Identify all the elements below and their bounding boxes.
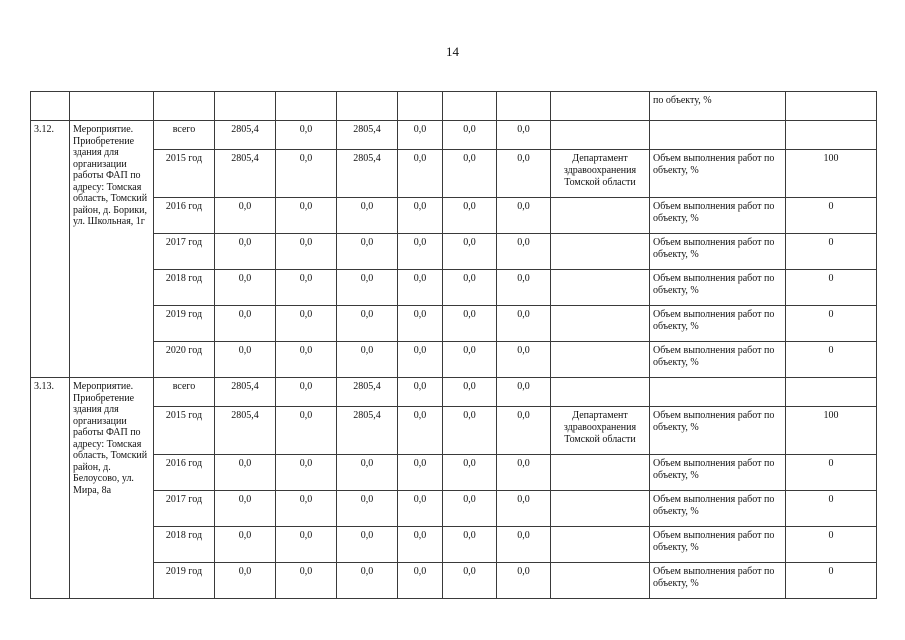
cell-v4: 0,0 (398, 270, 443, 306)
cell-v3: 2805,4 (337, 150, 398, 198)
cell-v4: 0,0 (398, 342, 443, 378)
cell-indicator: Объем выполнения работ по объекту, % (650, 234, 786, 270)
cell-v1: 0,0 (215, 491, 276, 527)
cell-indicator (650, 121, 786, 150)
cell-v6: 0,0 (497, 455, 551, 491)
cell-v4: 0,0 (398, 234, 443, 270)
cell-executor: Департамент здравоохранения Томской области (551, 150, 650, 198)
cell-v1: 0,0 (215, 563, 276, 599)
cell-v3: 0,0 (337, 491, 398, 527)
cell-v6: 0,0 (497, 563, 551, 599)
cell-target (786, 378, 877, 407)
table-row (31, 150, 877, 198)
cell-v3: 0,0 (337, 234, 398, 270)
cell-executor (551, 342, 650, 378)
cell-v4: 0,0 (398, 527, 443, 563)
table-row (31, 198, 877, 234)
table-row (31, 234, 877, 270)
cell-v2: 0,0 (276, 121, 337, 150)
cell-v4: 0,0 (398, 563, 443, 599)
cell-v2: 0,0 (276, 306, 337, 342)
cell-v2: 0,0 (276, 455, 337, 491)
cell-period: всего (154, 121, 215, 150)
cell-executor (551, 92, 650, 121)
cell-executor (551, 234, 650, 270)
cell-v2: 0,0 (276, 407, 337, 455)
table-row (31, 121, 877, 150)
page-number: 14 (446, 44, 459, 59)
cell-v6 (497, 92, 551, 121)
cell-v4 (398, 92, 443, 121)
section-description: Мероприятие. Приобретение здания для организации работы ФАП по адресу: Томская область, Томский район, д. Белоусово, ул. Мира, 8а (70, 378, 154, 599)
cell-v5: 0,0 (443, 491, 497, 527)
table-row (31, 527, 877, 563)
cell-indicator: Объем выполнения работ по объекту, % (650, 563, 786, 599)
cell-period: 2017 год (154, 491, 215, 527)
cell-v4: 0,0 (398, 121, 443, 150)
cell-v3: 2805,4 (337, 121, 398, 150)
cell-executor (551, 270, 650, 306)
cell-indicator: Объем выполнения работ по объекту, % (650, 150, 786, 198)
cell-period: всего (154, 378, 215, 407)
cell-v4: 0,0 (398, 198, 443, 234)
cell-indicator: Объем выполнения работ по объекту, % (650, 270, 786, 306)
cell-target: 0 (786, 455, 877, 491)
program-table (30, 91, 877, 599)
cell-v5: 0,0 (443, 378, 497, 407)
cell-v1: 2805,4 (215, 150, 276, 198)
cell-target: 100 (786, 150, 877, 198)
cell-period: 2019 год (154, 306, 215, 342)
cell-period: 2016 год (154, 198, 215, 234)
cell-v3 (337, 92, 398, 121)
cell-v3: 0,0 (337, 198, 398, 234)
cell-v6: 0,0 (497, 407, 551, 455)
cell-v4: 0,0 (398, 407, 443, 455)
cell-target: 0 (786, 491, 877, 527)
cell-indicator: по объекту, % (650, 92, 786, 121)
cell-v5: 0,0 (443, 342, 497, 378)
cell-target: 0 (786, 198, 877, 234)
cell-v5: 0,0 (443, 270, 497, 306)
cell-executor (551, 198, 650, 234)
cell-v2: 0,0 (276, 491, 337, 527)
cell-indicator: Объем выполнения работ по объекту, % (650, 198, 786, 234)
cell-executor: Департамент здравоохранения Томской области (551, 407, 650, 455)
table-row (31, 270, 877, 306)
cell-indicator: Объем выполнения работ по объекту, % (650, 491, 786, 527)
cell-num (31, 92, 70, 121)
cell-v6: 0,0 (497, 150, 551, 198)
cell-indicator: Объем выполнения работ по объекту, % (650, 342, 786, 378)
table-row (31, 407, 877, 455)
cell-v2: 0,0 (276, 198, 337, 234)
cell-v2: 0,0 (276, 234, 337, 270)
cell-v3: 2805,4 (337, 407, 398, 455)
table-row (31, 455, 877, 491)
cell-v4: 0,0 (398, 378, 443, 407)
section-number: 3.13. (31, 378, 70, 599)
cell-v1: 2805,4 (215, 121, 276, 150)
section-number: 3.12. (31, 121, 70, 378)
table-row (31, 491, 877, 527)
cell-period: 2020 год (154, 342, 215, 378)
table-row (31, 563, 877, 599)
cell-target: 0 (786, 563, 877, 599)
cell-v1: 2805,4 (215, 378, 276, 407)
cell-v4: 0,0 (398, 491, 443, 527)
cell-v6: 0,0 (497, 121, 551, 150)
cell-v6: 0,0 (497, 270, 551, 306)
cell-v1: 0,0 (215, 234, 276, 270)
cell-v1: 0,0 (215, 342, 276, 378)
cell-executor (551, 378, 650, 407)
cell-v2: 0,0 (276, 270, 337, 306)
cell-v5: 0,0 (443, 306, 497, 342)
cell-executor (551, 563, 650, 599)
table-row (31, 342, 877, 378)
cell-v1 (215, 92, 276, 121)
cell-v1: 0,0 (215, 306, 276, 342)
cell-v1: 0,0 (215, 198, 276, 234)
cell-period: 2018 год (154, 270, 215, 306)
cell-target (786, 121, 877, 150)
cell-target (786, 92, 877, 121)
cell-v5: 0,0 (443, 198, 497, 234)
cell-v6: 0,0 (497, 491, 551, 527)
cell-v1: 2805,4 (215, 407, 276, 455)
cell-indicator (650, 378, 786, 407)
cell-executor (551, 306, 650, 342)
cell-executor (551, 491, 650, 527)
cell-v2: 0,0 (276, 378, 337, 407)
cell-period: 2019 год (154, 563, 215, 599)
cell-v5: 0,0 (443, 121, 497, 150)
cell-v3: 0,0 (337, 270, 398, 306)
cell-indicator: Объем выполнения работ по объекту, % (650, 306, 786, 342)
cell-v6: 0,0 (497, 342, 551, 378)
cell-period: 2015 год (154, 150, 215, 198)
cell-v3: 0,0 (337, 306, 398, 342)
cell-v3: 2805,4 (337, 378, 398, 407)
cell-v5 (443, 92, 497, 121)
cell-period: 2015 год (154, 407, 215, 455)
cell-v4: 0,0 (398, 306, 443, 342)
cell-v5: 0,0 (443, 527, 497, 563)
cell-target: 0 (786, 270, 877, 306)
cell-v1: 0,0 (215, 455, 276, 491)
cell-v4: 0,0 (398, 455, 443, 491)
cell-target: 0 (786, 306, 877, 342)
cell-executor (551, 121, 650, 150)
cell-indicator: Объем выполнения работ по объекту, % (650, 407, 786, 455)
cell-target: 0 (786, 527, 877, 563)
cell-executor (551, 527, 650, 563)
table-row (31, 306, 877, 342)
table-body (31, 92, 877, 599)
cell-v5: 0,0 (443, 455, 497, 491)
cell-period (154, 92, 215, 121)
cell-v3: 0,0 (337, 342, 398, 378)
cell-period: 2016 год (154, 455, 215, 491)
cell-target: 100 (786, 407, 877, 455)
table-row (31, 378, 877, 407)
cell-v2 (276, 92, 337, 121)
cell-v6: 0,0 (497, 306, 551, 342)
cell-v2: 0,0 (276, 150, 337, 198)
cell-v5: 0,0 (443, 234, 497, 270)
cell-v2: 0,0 (276, 342, 337, 378)
cell-v2: 0,0 (276, 563, 337, 599)
cell-v2: 0,0 (276, 527, 337, 563)
cell-v1: 0,0 (215, 270, 276, 306)
cell-v3: 0,0 (337, 455, 398, 491)
cell-v6: 0,0 (497, 527, 551, 563)
cell-target: 0 (786, 342, 877, 378)
cell-indicator: Объем выполнения работ по объекту, % (650, 455, 786, 491)
cell-v1: 0,0 (215, 527, 276, 563)
cell-v5: 0,0 (443, 563, 497, 599)
cell-v5: 0,0 (443, 150, 497, 198)
section-description: Мероприятие. Приобретение здания для организации работы ФАП по адресу: Томская область, Томский район, д. Борики, ул. Школьная, 1г (70, 121, 154, 378)
cell-v4: 0,0 (398, 150, 443, 198)
cell-v3: 0,0 (337, 563, 398, 599)
cell-v6: 0,0 (497, 198, 551, 234)
cell-v3: 0,0 (337, 527, 398, 563)
cell-period: 2017 год (154, 234, 215, 270)
cell-v5: 0,0 (443, 407, 497, 455)
cell-target: 0 (786, 234, 877, 270)
cell-v6: 0,0 (497, 234, 551, 270)
cell-executor (551, 455, 650, 491)
cell-v6: 0,0 (497, 378, 551, 407)
cell-description (70, 92, 154, 121)
cell-period: 2018 год (154, 527, 215, 563)
table-row-continued (31, 92, 877, 121)
cell-indicator: Объем выполнения работ по объекту, % (650, 527, 786, 563)
